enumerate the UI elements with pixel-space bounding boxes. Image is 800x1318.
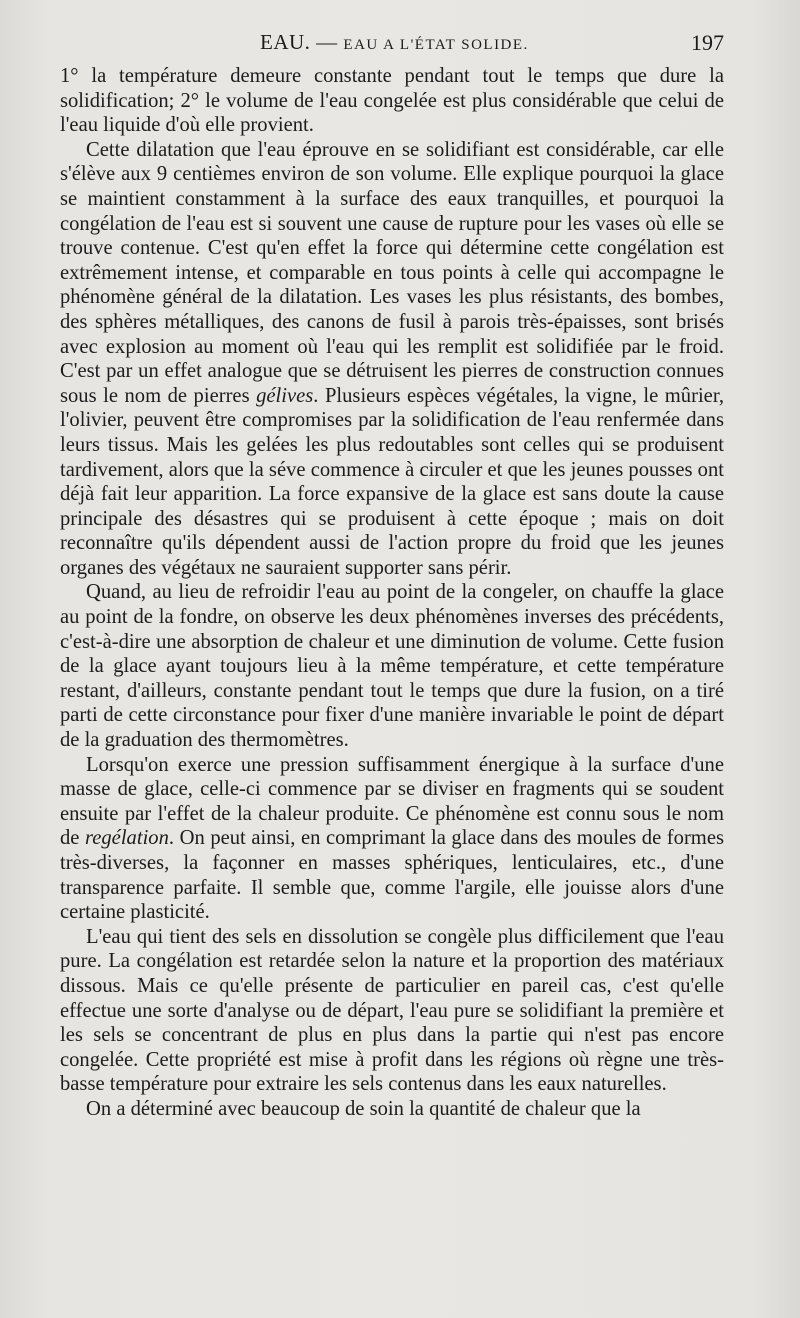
paragraph-text: . On peut ainsi, en comprimant la glace dans des moules de formes très-diverses, la façonner en masses sphériques, lenticulaires, etc., d'une transparence parfaite. Il semble que, comme l'argile, elle jouisse alors d'une certaine plasticité. <box>60 827 724 924</box>
paragraph <box>60 64 724 138</box>
italic-term: gélives <box>256 384 314 407</box>
italic-term: regélation <box>85 827 169 850</box>
paragraph <box>60 580 724 752</box>
page-header <box>60 30 724 60</box>
paragraph-text: 1° la température demeure constante pendant tout le temps que dure la solidification; 2° le volume de l'eau congelée est plus considérable que celui de l'eau liquide d'où elle provient. <box>60 65 724 137</box>
paragraph <box>60 925 724 1097</box>
running-title: EAU. <box>260 30 311 54</box>
paragraph-text: On a déterminé avec beaucoup de soin la quantité de chaleur que la <box>86 1097 641 1120</box>
paragraph <box>60 138 724 581</box>
paragraph <box>60 753 724 925</box>
paragraph-text: Cette dilatation que l'eau éprouve en se solidifiant est considérable, car elle s'élève aux 9 centièmes environ de son volume. Elle explique pourquoi la glace se maintient constamment à la surface des eaux tranquilles, et pourquoi la congélation de l'eau est si souvent une cause de rupture pour les vases où elle se trouve contenue. C'est qu'en effet la force qui détermine cette congélation est extrêmement intense, et comparable en tous points à celle qui accompagne le phénomène général de la dilatation. Les vases les plus résistants, des bombes, des sphères métalliques, des canons de fusil à parois très-épaisses, sont brisés avec explosion au moment où l'eau qui les remplit est solidifiée par le froid. C'est par un effet analogue que se détruisent les pierres de construction connues sous le nom de pierres <box>60 138 724 407</box>
paragraph-text: Quand, au lieu de refroidir l'eau au point de la congeler, on chauffe la glace au point de la fondre, on observe les deux phénomènes inverses des précédents, c'est-à-dire une absorption de chaleur et une diminution de volume. Cette fusion de la glace ayant toujours lieu à la même température, et cette température restant, d'ailleurs, constante pendant tout le temps que dure la fusion, on a tiré parti de cette circonstance pour fixer d'une manière invariable le point de départ de la graduation des thermomètres. <box>60 581 724 752</box>
paragraph-text: L'eau qui tient des sels en dissolution se congèle plus difficilement que l'eau pure. La congélation est retardée selon la nature et la proportion des matériaux dissous. Mais ce qu'elle présente de particulier en pareil cas, c'est qu'elle effectue une sorte d'analyse ou de départ, l'eau pure se solidifiant la première et les sels se concentrant de plus en plus dans la partie qui n'est pas encore congelée. Cette propriété est mise à profit dans les régions où règne une très-basse température pour extraire les sels contenus dans les eaux naturelles. <box>60 925 724 1096</box>
running-separator: — <box>316 30 338 54</box>
paragraph-text: . Plusieurs espèces végétales, la vigne, le mûrier, l'olivier, peuvent être compromises par la solidification de l'eau renfermée dans leurs tissus. Mais les gelées les plus redoutables sont celles qui se produisent tardivement, alors que la séve commence à circuler et que les jeunes pousses ont déjà fait leur apparition. La force expansive de la glace est sans doute la cause principale des désastres qui se produisent à cette époque ; mais on doit reconnaître qu'ils dépendent aussi de l'action propre du froid que les jeunes organes des végétaux ne sauraient supporter sans périr. <box>60 384 724 579</box>
page-number: 197 <box>691 30 724 55</box>
body-text <box>60 64 724 1122</box>
paragraph <box>60 1097 724 1122</box>
running-subtitle: EAU A L'ÉTAT SOLIDE. <box>343 37 529 53</box>
running-head <box>260 30 529 55</box>
paragraph-text: Lorsqu'on exerce une pression suffisamment énergique à la surface d'une masse de glace, celle-ci commence par se diviser en fragments qui se soudent ensuite par l'effet de la chaleur produite. Ce phénomène est connu sous le nom de <box>60 753 724 850</box>
